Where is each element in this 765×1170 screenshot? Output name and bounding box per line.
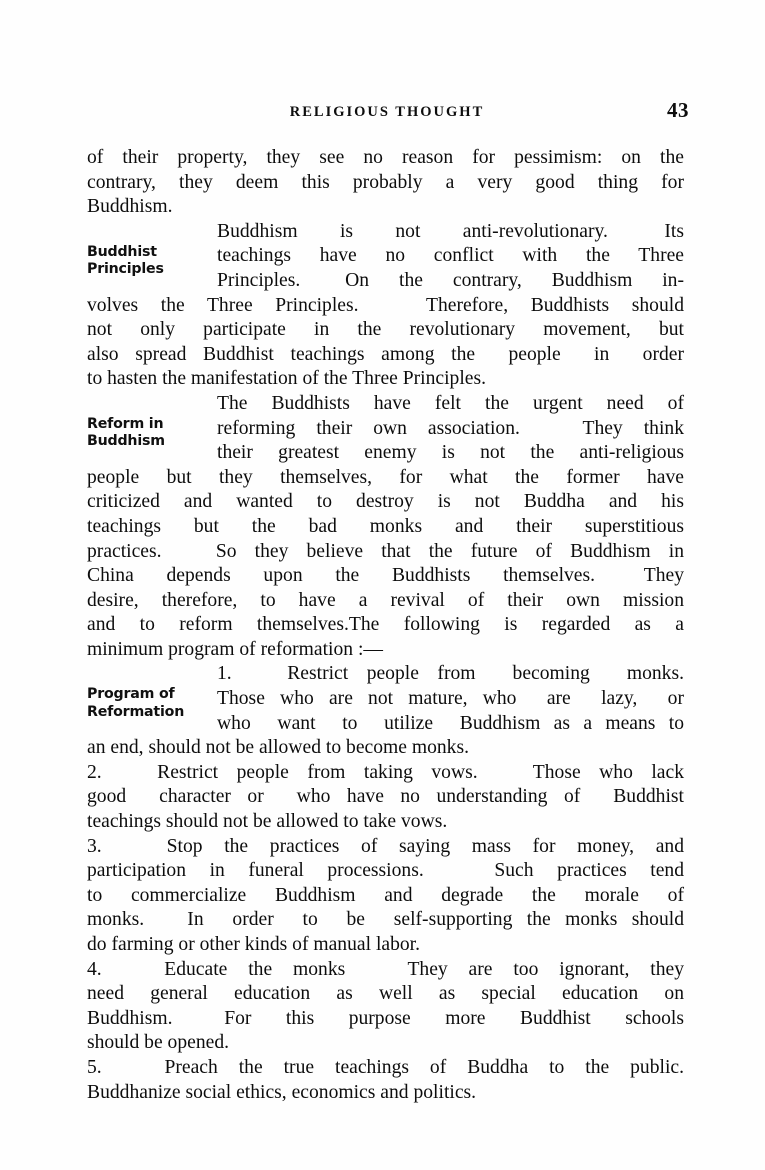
text-line: criticized and wanted to destroy is not Buddha and his [87,491,684,513]
text-line: and to reform themselves.The following is regarded as a [87,614,684,636]
text-line: to hasten the manifestation of the Three Principles. [87,368,487,390]
text-line: do farming or other kinds of manual labor. [87,934,421,955]
text-line: should be opened. [87,1032,230,1054]
text-line: not only participate in the revolutionary movement, but [87,319,684,341]
text-line: teachings have no conflict with the Three [217,245,684,267]
paragraph-item-2 [87,761,684,835]
text-line: The Buddhists have felt the urgent need of [217,392,684,414]
text-line: reforming their own association. They think [217,417,684,439]
text-line: need general education as well as special education on [87,983,684,1005]
text-line: participation in funeral processions. Such practices tend [87,860,684,882]
paragraph-item-3 [87,835,684,958]
text-line: China depends upon the Buddhists themselves. They [87,565,684,587]
text-line: teachings but the bad monks and their superstitious [87,515,684,537]
sidenote-line: Principles [87,261,164,278]
page-number: 43 [667,98,689,122]
text-line: Buddhism. [87,196,173,218]
sidenote-line: Reformation [87,703,185,720]
running-head [87,98,689,126]
text-line: minimum program of reformation :— [87,638,384,660]
text-line: 2. Restrict people from taking vows. Those who lack [87,761,684,783]
text-line: Principles. On the contrary, Buddhism in- [217,269,684,291]
text-line: practices. So they believe that the future of Buddhism in [87,540,684,562]
text-line: Buddhanize social ethics, economics and politics. [87,1081,477,1103]
paragraph-item-4 [87,958,684,1056]
sidenote-reform-in-buddhism [87,392,209,465]
sidenote-line: Buddhist [87,243,157,260]
text-line: of their property, they see no reason for pessimism: on the [87,147,684,168]
text-line: also spread Buddhist teachings among the people in order [87,343,684,365]
paragraph-buddhist-principles [87,220,684,392]
text-line: 1. Restrict people from becoming monks. [217,663,684,685]
text-line: 4. Educate the monks They are too ignorant, they [87,958,684,980]
sidenote-line: Buddhism [87,433,165,450]
text-line: contrary, they deem this probably a very good thing for [87,171,684,193]
text-line: teachings should not be allowed to take vows. [87,811,448,833]
sidenote-line: Reform in [87,415,164,432]
text-line: desire, therefore, to have a revival of their own mission [87,589,684,611]
sidenote-program-of-reformation [87,662,209,735]
text-line: 3. Stop the practices of saying mass for money, and [87,835,684,857]
running-head-title: RELIGIOUS THOUGHT [289,104,485,120]
sidenote-buddhist-principles [87,220,209,293]
sidenote-line: Program of [87,686,175,703]
text-line: good character or who have no understanding of Buddhist [87,786,684,808]
text-line: Those who are not mature, who are lazy, or [217,688,684,710]
text-line: who want to utilize Buddhism as a means to [217,712,684,734]
paragraph-reform-in-buddhism [87,392,684,663]
text-line: Buddhism. For this purpose more Buddhist schools [87,1007,684,1029]
text-line: monks. In order to be self-supporting the monks should [87,909,684,931]
text-line: Buddhism is not anti-revolutionary. Its [217,220,684,242]
text-line: volves the Three Principles. Therefore, Buddhists should [87,294,684,316]
text-line: people but they themselves, for what the former have [87,466,684,488]
text-line: 5. Preach the true teachings of Buddha to the public. [87,1056,684,1078]
paragraph-item-5 [87,1056,684,1105]
text-line: an end, should not be allowed to become monks. [87,737,470,759]
body-text-block [87,146,684,1105]
paragraph-continuation [87,146,684,220]
text-line: to commercialize Buddhism and degrade the morale of [87,884,684,906]
text-line: their greatest enemy is not the anti-religious [217,442,684,464]
paragraph-item-1 [87,662,684,760]
